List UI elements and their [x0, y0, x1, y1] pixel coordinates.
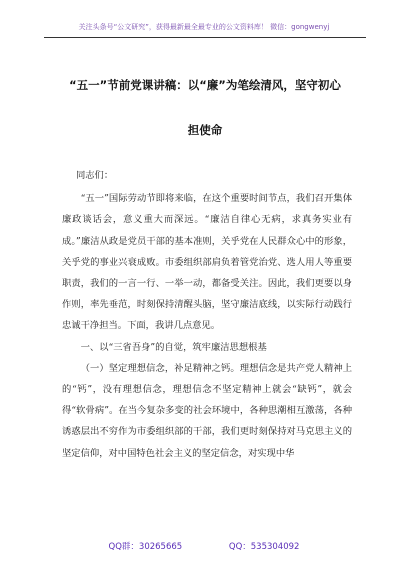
body-paragraph: “五一”国际劳动节即将来临，在这个重要时间节点，我们召开集体廉政谈话会，意义重大而深远。“廉洁自律心无病，求真务实业有成。”廉洁从政是党员干部的基本准则，关乎党在人民群众心中的形象，关乎党的事业兴衰成败。市委组织部肩负着管党治党、选人用人等重要职责，我们的一言一行、一举一动，都备受关注。因此，我们更要以身作则，率先垂范，时刻保持清醒头脑，坚守廉洁底线，以实际行动践行忠诚干净担当。下面，我讲几点意见。 [62, 193, 352, 332]
header-banner: 关注头条号“公文研究”，获得最新最全最专业的公文资料库！ 微信：gongwenyj [78, 23, 330, 31]
footer [0, 540, 408, 552]
section-heading: 一、以“三省吾身”的自觉，筑牢廉洁思想根基 [80, 341, 267, 353]
document-title-line-2: 担使命 [187, 123, 223, 137]
footer-qq-contact: QQ：535304092 [228, 542, 300, 552]
body-paragraph: （一）坚定理想信念，补足精神之钙。理想信念是共产党人精神上的“钙”，没有理想信念，理想信念不坚定精神上就会“缺钙”，就会得“软骨病”。在当今复杂多变的社会环境中，各种思潮相互激荡，各种诱惑层出不穷作为市委组织部的干部，我们更时刻保持对马克思主义的坚定信仰，对中国特色社会主义的坚定信念，对实现中华 [62, 362, 352, 459]
greeting: 同志们： [75, 170, 114, 181]
document-body [62, 165, 352, 464]
document-title-line-1: “五一”节前党课讲稿：以“廉”为笔绘清风，坚守初心 [69, 78, 341, 92]
footer-qq-group: QQ群：30265665 [108, 542, 183, 552]
header-divider [44, 37, 366, 38]
